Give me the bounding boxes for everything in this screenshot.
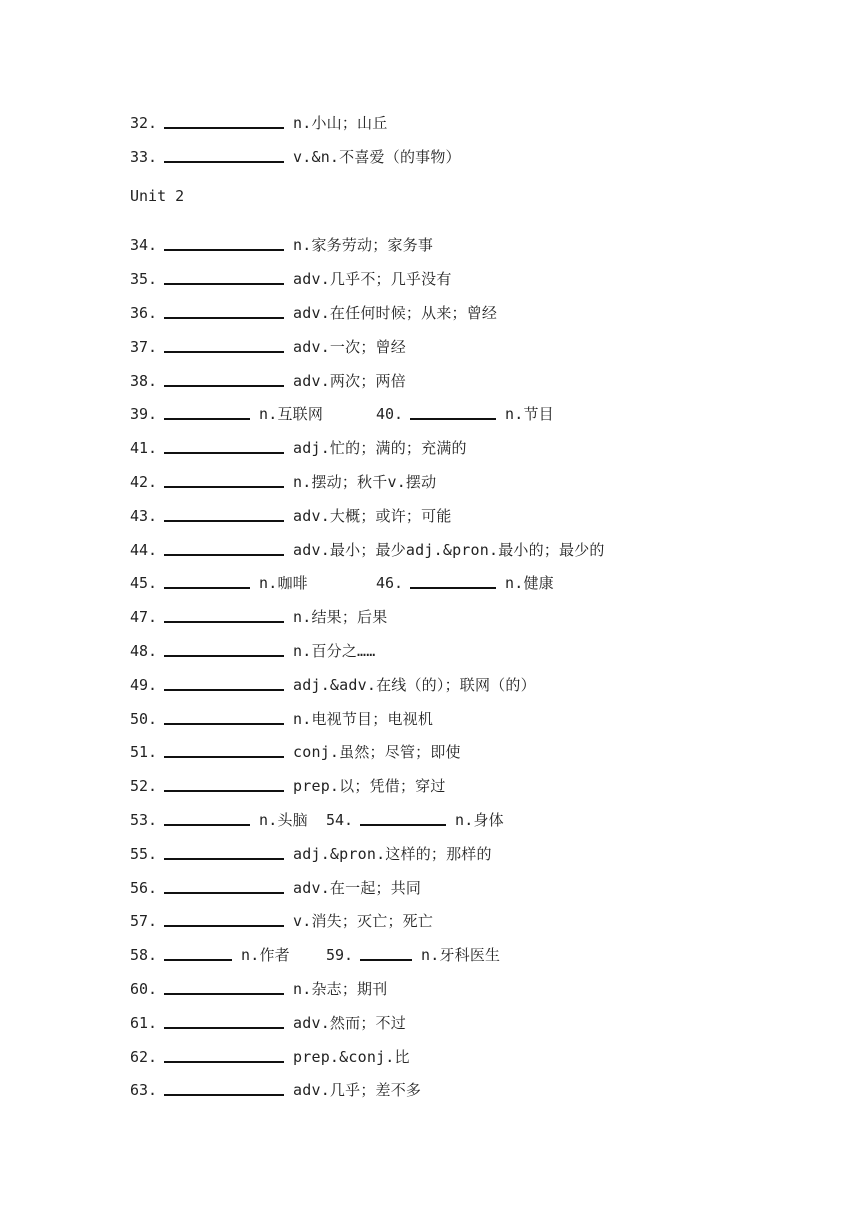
definition: prep.以；凭借；穿过 — [293, 777, 446, 795]
definition: adv.最小；最少adj.&pron.最小的；最少的 — [293, 541, 605, 559]
definition: adv.两次；两倍 — [293, 372, 406, 390]
definition: v.消失；灭亡；死亡 — [293, 912, 434, 930]
definition: adv.在一起；共同 — [293, 879, 422, 897]
definition: adj.&pron.这样的；那样的 — [293, 845, 492, 863]
answer-blank[interactable] — [164, 418, 250, 420]
definition: n.杂志；期刊 — [293, 980, 388, 998]
answer-blank[interactable] — [164, 756, 284, 758]
item-number: 32. — [130, 114, 158, 132]
item-number: 56. — [130, 879, 158, 897]
vocab-row-38 — [130, 370, 406, 390]
item-number: 48. — [130, 642, 158, 660]
vocab-row-51 — [130, 741, 461, 761]
item-number: 57. — [130, 912, 158, 930]
definition: n.电视节目；电视机 — [293, 710, 434, 728]
item-number: 46. — [376, 574, 404, 592]
answer-blank[interactable] — [164, 993, 284, 995]
definition: prep.&conj.比 — [293, 1048, 410, 1066]
answer-blank[interactable] — [360, 824, 446, 826]
definition: n.节目 — [505, 405, 554, 423]
vocab-row-48 — [130, 640, 376, 660]
item-number: 60. — [130, 980, 158, 998]
vocab-row-45-46 — [130, 572, 554, 592]
answer-blank[interactable] — [164, 1027, 284, 1029]
answer-blank[interactable] — [164, 554, 284, 556]
answer-blank[interactable] — [410, 418, 496, 420]
definition: adv.大概；或许；可能 — [293, 507, 452, 525]
definition: n.家务劳动；家务事 — [293, 236, 434, 254]
answer-blank[interactable] — [164, 351, 284, 353]
vocab-row-41 — [130, 437, 467, 457]
definition: n.互联网 — [259, 405, 324, 423]
vocab-row-56 — [130, 877, 421, 897]
answer-blank[interactable] — [164, 161, 284, 163]
answer-blank[interactable] — [164, 385, 284, 387]
item-number: 53. — [130, 811, 158, 829]
answer-blank[interactable] — [164, 1094, 284, 1096]
item-number: 50. — [130, 710, 158, 728]
vocab-row-34 — [130, 234, 433, 254]
item-number: 59. — [326, 946, 354, 964]
definition: n.牙科医生 — [421, 946, 501, 964]
vocab-row-52 — [130, 775, 446, 795]
answer-blank[interactable] — [164, 520, 284, 522]
answer-blank[interactable] — [164, 317, 284, 319]
answer-blank[interactable] — [164, 283, 284, 285]
vocab-row-32 — [130, 112, 387, 132]
answer-blank[interactable] — [164, 127, 284, 129]
vocab-row-50 — [130, 708, 433, 728]
answer-blank[interactable] — [164, 452, 284, 454]
vocab-row-57 — [130, 910, 433, 930]
answer-blank[interactable] — [164, 925, 284, 927]
answer-blank[interactable] — [164, 959, 232, 961]
definition: conj.虽然；尽管；即使 — [293, 743, 461, 761]
answer-blank[interactable] — [164, 621, 284, 623]
definition: n.咖啡 — [259, 574, 308, 592]
item-number: 58. — [130, 946, 158, 964]
item-number: 33. — [130, 148, 158, 166]
definition: n.结果；后果 — [293, 608, 388, 626]
answer-blank[interactable] — [164, 858, 284, 860]
answer-blank[interactable] — [164, 1061, 284, 1063]
definition: adv.在任何时候；从来；曾经 — [293, 304, 498, 322]
item-number: 45. — [130, 574, 158, 592]
answer-blank[interactable] — [164, 723, 284, 725]
answer-blank[interactable] — [164, 892, 284, 894]
vocab-row-62 — [130, 1046, 410, 1066]
answer-blank[interactable] — [164, 790, 284, 792]
vocab-row-37 — [130, 336, 406, 356]
vocab-row-55 — [130, 843, 492, 863]
vocab-row-47 — [130, 606, 387, 626]
item-number: 39. — [130, 405, 158, 423]
vocab-row-60 — [130, 978, 387, 998]
item-number: 49. — [130, 676, 158, 694]
vocab-row-44 — [130, 539, 605, 559]
definition: n.作者 — [241, 946, 290, 964]
answer-blank[interactable] — [410, 587, 496, 589]
vocab-row-53-54 — [130, 809, 504, 829]
answer-blank[interactable] — [164, 587, 250, 589]
item-number: 34. — [130, 236, 158, 254]
item-number: 63. — [130, 1081, 158, 1099]
definition: adv.一次；曾经 — [293, 338, 406, 356]
vocab-row-36 — [130, 302, 497, 322]
item-number: 42. — [130, 473, 158, 491]
definition: n.身体 — [455, 811, 504, 829]
item-number: 61. — [130, 1014, 158, 1032]
item-number: 62. — [130, 1048, 158, 1066]
item-number: 40. — [376, 405, 404, 423]
item-number: 44. — [130, 541, 158, 559]
item-number: 55. — [130, 845, 158, 863]
definition: n.小山；山丘 — [293, 114, 388, 132]
vocab-row-42 — [130, 471, 436, 491]
definition: n.头脑 — [259, 811, 308, 829]
vocab-row-63 — [130, 1079, 421, 1099]
vocab-row-33 — [130, 146, 461, 166]
answer-blank[interactable] — [164, 249, 284, 251]
definition: adv.几乎不；几乎没有 — [293, 270, 452, 288]
item-number: 41. — [130, 439, 158, 457]
item-number: 37. — [130, 338, 158, 356]
answer-blank[interactable] — [164, 655, 284, 657]
vocab-row-43 — [130, 505, 452, 525]
item-number: 52. — [130, 777, 158, 795]
definition: adv.然而；不过 — [293, 1014, 406, 1032]
vocab-row-39-40 — [130, 403, 554, 423]
item-number: 36. — [130, 304, 158, 322]
vocab-row-49 — [130, 674, 536, 694]
item-number: 35. — [130, 270, 158, 288]
unit-heading: Unit 2 — [130, 187, 185, 205]
item-number: 54. — [326, 811, 354, 829]
item-number: 47. — [130, 608, 158, 626]
answer-blank[interactable] — [164, 824, 250, 826]
definition: n.摆动；秋千v.摆动 — [293, 473, 437, 491]
definition: adj.忙的；满的；充满的 — [293, 439, 467, 457]
definition: v.&n.不喜爱（的事物） — [293, 148, 461, 166]
item-number: 38. — [130, 372, 158, 390]
answer-blank[interactable] — [164, 486, 284, 488]
item-number: 51. — [130, 743, 158, 761]
vocab-row-61 — [130, 1012, 406, 1032]
vocab-row-58-59 — [130, 944, 500, 964]
definition: n.百分之…… — [293, 642, 376, 660]
vocab-row-35 — [130, 268, 452, 288]
definition: adj.&adv.在线（的）；联网（的） — [293, 676, 536, 694]
item-number: 43. — [130, 507, 158, 525]
answer-blank[interactable] — [360, 959, 412, 961]
answer-blank[interactable] — [164, 689, 284, 691]
definition: n.健康 — [505, 574, 554, 592]
definition: adv.几乎；差不多 — [293, 1081, 422, 1099]
